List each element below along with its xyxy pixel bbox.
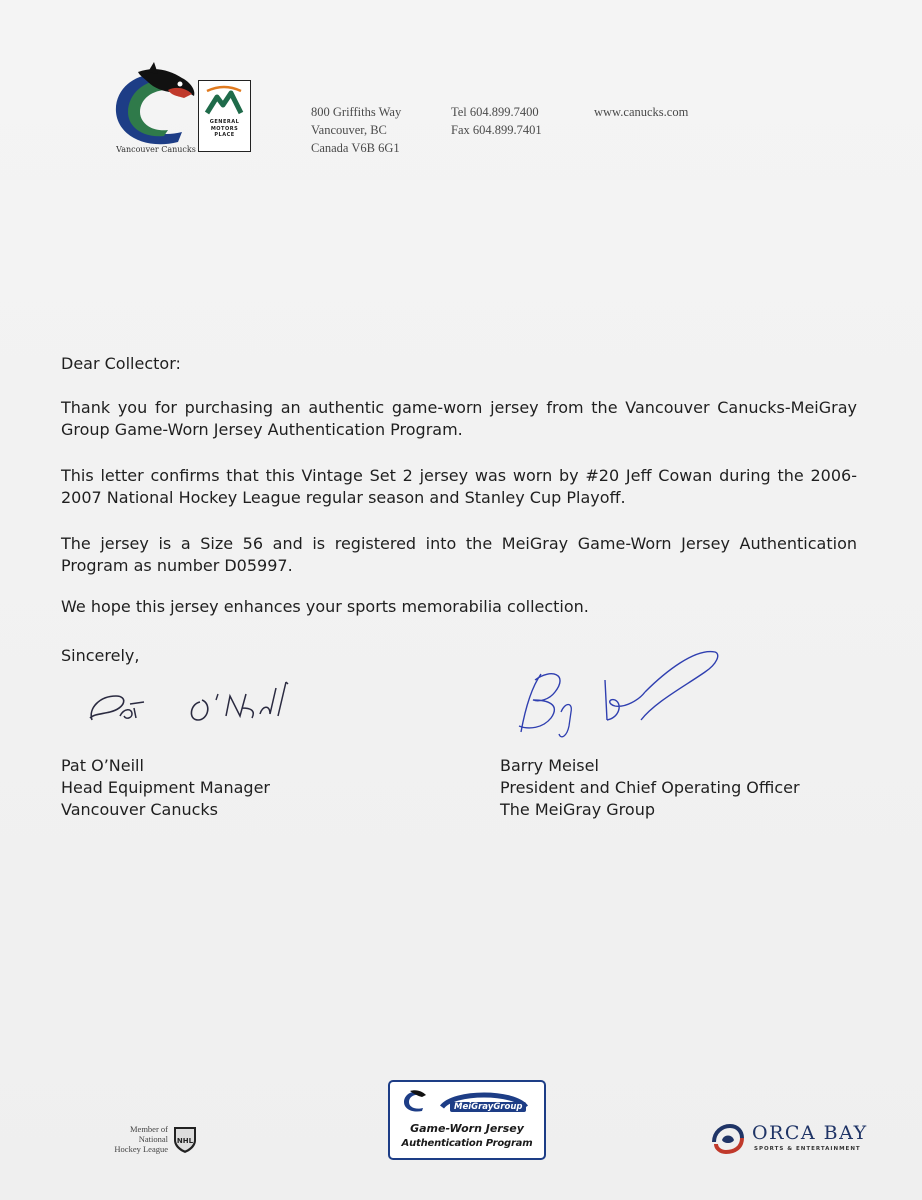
orca-bay-logo-icon xyxy=(708,1122,746,1156)
nhl-shield-text: NHL xyxy=(176,1137,194,1145)
paragraph-closing-remark: We hope this jersey enhances your sports memorabilia collection. xyxy=(61,597,589,616)
meigray-brand: MeiGrayGroup xyxy=(450,1102,526,1112)
nhl-member-line: Member of xyxy=(129,1124,168,1134)
fax-number: Fax 604.899.7401 xyxy=(451,123,542,137)
signatory-barry-meisel xyxy=(500,755,800,821)
signatory-organization: The MeiGray Group xyxy=(500,800,655,819)
signatory-name: Barry Meisel xyxy=(500,756,599,775)
signatory-title: President and Chief Operating Officer xyxy=(500,778,800,797)
orca-bay-name: ORCA BAY xyxy=(752,1122,868,1144)
authentication-program-badge xyxy=(388,1080,546,1160)
telephone-number: Tel 604.899.7400 xyxy=(451,105,539,119)
badge-subtitle: Authentication Program xyxy=(401,1138,533,1149)
closing: Sincerely, xyxy=(61,646,140,665)
arena-logo-line: MOTORS xyxy=(210,125,239,132)
phone-numbers xyxy=(451,103,542,139)
address-line: Vancouver, BC xyxy=(311,123,387,137)
arena-logo-line: PLACE xyxy=(214,132,235,138)
address-line: Canada V6B 6G1 xyxy=(311,141,400,155)
team-caption: Vancouver Canucks xyxy=(116,145,196,154)
website: www.canucks.com xyxy=(594,105,689,119)
canucks-orca-logo-icon xyxy=(108,62,200,152)
paragraph-thank-you: Thank you for purchasing an authentic game-worn jersey from the Vancouver Canucks-MeiGray Group Game-Worn Jersey Authentication Program. xyxy=(61,398,857,439)
nhl-member-line: Hockey League xyxy=(114,1144,168,1154)
nhl-shield-icon xyxy=(172,1124,198,1154)
arena-logo-line: GENERAL xyxy=(209,119,240,125)
signature-barry-meisel xyxy=(495,640,725,745)
orca-bay-subtitle: SPORTS & ENTERTAINMENT xyxy=(754,1146,861,1152)
badge-title: Game-Worn Jersey xyxy=(410,1122,524,1135)
canucks-mini-logo-icon xyxy=(402,1088,428,1114)
signature-pat-oneill xyxy=(80,668,390,738)
mountain-icon xyxy=(199,81,249,117)
signatory-title: Head Equipment Manager xyxy=(61,778,270,797)
greeting: Dear Collector: xyxy=(61,354,181,373)
paragraph-confirmation: This letter confirms that this Vintage Set 2 jersey was worn by #20 Jeff Cowan during the 2006-2007 National Hockey League regular season and Stanley Cup Playoff. xyxy=(61,466,857,507)
paragraph-registration: The jersey is a Size 56 and is registered into the MeiGray Game-Worn Jersey Authentication Program as number D05997. xyxy=(61,534,857,575)
nhl-member-line: National xyxy=(138,1134,168,1144)
signatory-organization: Vancouver Canucks xyxy=(61,800,219,819)
mailing-address xyxy=(311,103,401,157)
signatory-name: Pat O’Neill xyxy=(61,756,144,775)
general-motors-place-logo xyxy=(198,80,251,152)
address-line: 800 Griffiths Way xyxy=(311,105,402,119)
signatory-pat-oneill xyxy=(61,755,270,821)
nhl-member-text xyxy=(100,1124,168,1154)
